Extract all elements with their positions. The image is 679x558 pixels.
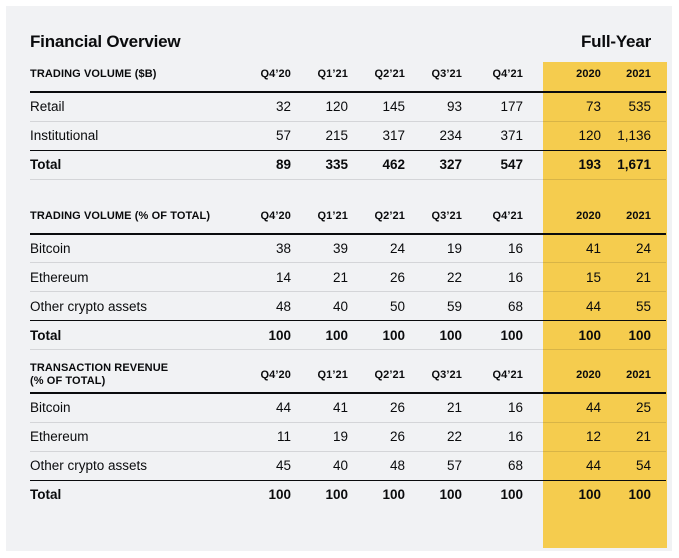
cell: 57 [429, 451, 486, 480]
cell: 100 [325, 487, 348, 503]
cell: 1,136 [609, 121, 666, 150]
report-content [30, 6, 666, 509]
header-row [30, 204, 666, 234]
cell: 89 [258, 150, 315, 179]
row-label: Institutional [30, 121, 258, 150]
table-row [30, 92, 666, 121]
cell: 22 [429, 422, 486, 451]
column-header-5: 2020 [547, 62, 609, 92]
column-header-4: Q4’21 [486, 62, 547, 92]
cell: 54 [609, 451, 666, 480]
header-row [30, 362, 666, 393]
table-row [30, 292, 666, 321]
cell: 26 [372, 393, 429, 422]
cell: 32 [258, 92, 315, 121]
column-header-5: 2020 [547, 204, 609, 234]
column-header-3: Q3’21 [429, 204, 486, 234]
cell: 57 [258, 121, 315, 150]
cell: 22 [429, 263, 486, 292]
cell: 59 [429, 292, 486, 321]
cell: 100 [486, 321, 547, 350]
column-header-4: Q4’21 [486, 204, 547, 234]
row-label: Ethereum [30, 263, 258, 292]
cell: 100 [628, 487, 651, 503]
cell: 11 [258, 422, 315, 451]
cell: 177 [486, 92, 547, 121]
cell: 39 [315, 234, 372, 263]
cell: 19 [429, 234, 486, 263]
cell: 100 [315, 321, 372, 350]
cell: 24 [609, 234, 666, 263]
table-transaction-revenue-pct-of-total [30, 362, 666, 509]
title-row [30, 6, 666, 62]
column-header-0: Q4’20 [258, 362, 315, 393]
cell: 45 [258, 451, 315, 480]
column-header-6: 2021 [609, 204, 666, 234]
table-title [30, 62, 258, 92]
cell: 234 [429, 121, 486, 150]
cell: 462 [372, 150, 429, 179]
cell: 24 [372, 234, 429, 263]
cell: 327 [429, 150, 486, 179]
cell: 16 [486, 422, 547, 451]
cell: 100 [382, 487, 405, 503]
cell: 100 [439, 487, 462, 503]
cell: 68 [486, 451, 547, 480]
cell: 100 [429, 321, 486, 350]
cell: 50 [372, 292, 429, 321]
cell: 55 [609, 292, 666, 321]
column-header-6: 2021 [609, 362, 666, 393]
cell: 16 [486, 234, 547, 263]
table-title-line: (% OF TOTAL) [30, 375, 106, 387]
cell: 100 [268, 487, 291, 503]
report-panel [6, 6, 672, 551]
cell: 21 [429, 393, 486, 422]
full-year-label: Full-Year [580, 32, 651, 51]
cell: 41 [547, 234, 609, 263]
row-label: Ethereum [30, 422, 258, 451]
table-row [30, 263, 666, 292]
column-header-4: Q4’21 [486, 362, 547, 393]
row-label: Other crypto assets [30, 451, 258, 480]
cell: 12 [547, 422, 609, 451]
cell: 100 [258, 321, 315, 350]
cell: 19 [315, 422, 372, 451]
table-title-line: TRADING VOLUME ($B) [30, 68, 157, 80]
cell: 14 [258, 263, 315, 292]
table-row [30, 422, 666, 451]
column-header-6: 2021 [609, 62, 666, 92]
cell: 100 [609, 321, 666, 350]
total-row [30, 480, 666, 509]
cell: 93 [429, 92, 486, 121]
cell: 120 [315, 92, 372, 121]
cell: 193 [547, 150, 609, 179]
cell: 100 [578, 487, 601, 503]
cell: 44 [258, 393, 315, 422]
table-title-line: TRADING VOLUME (% OF TOTAL) [30, 209, 211, 222]
cell: 16 [486, 393, 547, 422]
column-header-1: Q1’21 [315, 204, 372, 234]
table-row [30, 393, 666, 422]
cell: 40 [315, 292, 372, 321]
cell: 41 [315, 393, 372, 422]
cell: 1,671 [609, 150, 666, 179]
cell: 48 [372, 451, 429, 480]
cell: 371 [486, 121, 547, 150]
cell: 26 [372, 263, 429, 292]
cell: 21 [609, 422, 666, 451]
row-label: Total [30, 487, 62, 503]
cell: 44 [547, 393, 609, 422]
table-row [30, 121, 666, 150]
row-label: Total [30, 321, 258, 350]
row-label: Total [30, 150, 258, 179]
column-header-0: Q4’20 [258, 204, 315, 234]
cell: 73 [547, 92, 609, 121]
cell: 547 [486, 150, 547, 179]
cell: 535 [609, 92, 666, 121]
table-row [30, 234, 666, 263]
column-header-2: Q2’21 [372, 62, 429, 92]
cell: 44 [547, 292, 609, 321]
cell: 26 [372, 422, 429, 451]
tables-container [30, 62, 666, 509]
table-title-line: TRANSACTION REVENUE [30, 362, 169, 374]
cell: 68 [486, 292, 547, 321]
column-header-5: 2020 [547, 362, 609, 393]
cell: 16 [486, 263, 547, 292]
cell: 44 [547, 451, 609, 480]
total-row [30, 150, 666, 179]
column-header-1: Q1’21 [315, 362, 372, 393]
cell: 100 [372, 321, 429, 350]
cell: 120 [547, 121, 609, 150]
cell: 15 [547, 263, 609, 292]
row-label: Retail [30, 92, 258, 121]
page-title: Financial Overview [30, 32, 181, 51]
cell: 21 [609, 263, 666, 292]
cell: 317 [372, 121, 429, 150]
row-label: Bitcoin [30, 234, 258, 263]
row-label: Other crypto assets [30, 292, 258, 321]
cell: 48 [258, 292, 315, 321]
total-row [30, 321, 666, 350]
cell: 215 [315, 121, 372, 150]
cell: 145 [372, 92, 429, 121]
row-label: Bitcoin [30, 393, 258, 422]
column-header-3: Q3’21 [429, 362, 486, 393]
cell: 38 [258, 234, 315, 263]
table-trading-volume-usd-b [30, 62, 666, 180]
table-trading-volume-pct-of-total [30, 204, 666, 351]
column-header-3: Q3’21 [429, 62, 486, 92]
column-header-2: Q2’21 [372, 362, 429, 393]
header-row [30, 62, 666, 92]
column-header-0: Q4’20 [258, 62, 315, 92]
table-title [30, 204, 258, 234]
table-title [30, 362, 258, 393]
cell: 21 [315, 263, 372, 292]
table-row [30, 451, 666, 480]
cell: 25 [609, 393, 666, 422]
cell: 40 [315, 451, 372, 480]
column-header-1: Q1’21 [315, 62, 372, 92]
cell: 335 [315, 150, 372, 179]
cell: 100 [500, 487, 523, 503]
column-header-2: Q2’21 [372, 204, 429, 234]
cell: 100 [547, 321, 609, 350]
